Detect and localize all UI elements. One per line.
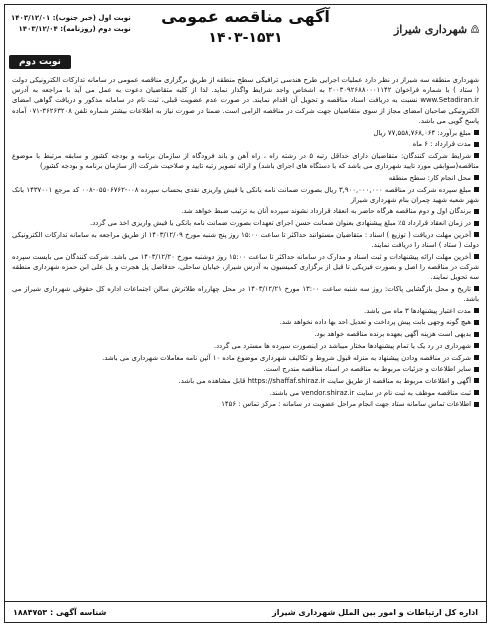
bullet-icon <box>474 175 479 180</box>
logo-wordmark: شهرداری شیراز <box>394 22 468 36</box>
bullet-icon <box>474 153 479 158</box>
bullet-icon <box>474 343 479 348</box>
round-badge: نوبت دوم <box>9 55 71 69</box>
bullet-icon <box>474 332 479 337</box>
bullet-icon <box>474 254 479 259</box>
list-item: مدت قرارداد : ۶ ماه <box>12 139 479 149</box>
list-item: آخرین مهلت دریافت ( توزیع ) اسناد : متقاضیان مستوانند حداکثر تا ساعت ۱۵:۰۰ روز پنج شنبه مورخ ۱۴۰۳/۱۲/۰۹ از طریق مراجعه به سامانه تدارکات الکترونیکی دولت ( ستاد ) اسناد را دریافت نمایند. <box>12 230 479 250</box>
bullet-icon <box>474 378 479 383</box>
list-item: هیچ گونه وجهی بابت پیش پرداخت و تعدیل احد بها داده نخواهد شد. <box>12 317 479 327</box>
list-item: آگهی و اطلاعات مربوط به مناقصه از طریق سایت https://shaffaf.shiraz.ir قابل مشاهده می باشد. <box>12 376 479 386</box>
bullet-icon <box>474 320 479 325</box>
publication-dates <box>11 13 131 35</box>
notice-footer <box>5 601 486 622</box>
list-item: تاریخ و محل بازگشایی پاکات: روز سه شنبه ساعت ۱۳:۰۰ مورخ ۱۴۰۳/۱۲/۲۱ در محل چهارراه طلاترش سالن اجتماعات اداره کل حقوقی شهرداری شیراز می باشد. <box>12 284 479 304</box>
bullet-icon <box>474 232 479 237</box>
bullet-icon <box>474 367 479 372</box>
bullet-icon <box>474 221 479 226</box>
list-item: بدیهی است هزینه آگهی بعهده برنده مناقصه خواهد بود. <box>12 329 479 339</box>
ad-id: شناسه آگهی : ۱۸۸۴۷۵۳ <box>13 607 107 617</box>
list-item: مبلغ سپرده شرکت در مناقصه ۳,۹۰۰,۰۰۰,۰۰۰ ریال بصورت ضمانت نامه بانکی یا فیش واریزی نقدی بحساب سپرده ۰۰۸-۰۵۵۰۶۷۶۲-۰۰۸ کد مرجع ۱۴۳۷۰۰۱ بانک شهر شعبه شهید چمران بنام شهرداری شیراز <box>12 185 479 204</box>
page-title: آگهی مناقصه عمومی <box>161 7 330 26</box>
list-item: محل انجام کار: سطح منطقه <box>12 173 479 183</box>
bullet-icon <box>474 355 479 360</box>
list-item: اطلاعات تماس سامانه ستاد جهت انجام مراحل عضویت در سامانه : مرکز تماس : ۱۴۵۶ <box>12 399 479 409</box>
bullet-icon <box>474 187 479 192</box>
list-item: ثبت مناقصه موظف به ثبت نام در سایت vendor.shiraz.ir می باشند. <box>12 388 479 398</box>
tender-notice <box>4 4 487 623</box>
list-item: سایر اطلاعات و جزئیات مربوط به مناقصه در اسناد مناقصه مندرج است. <box>12 364 479 374</box>
bullet-icon <box>474 390 479 395</box>
notice-number: ۱۴۰۳-۱۵۳۱ <box>208 30 283 46</box>
list-item: شرکت در مناقصه ودادن پیشنهاد به منزله قبول شروط و تکالیف شهرداری موضوع ماده ۱۰ آئین نامه معاملات شهرداری می باشد. <box>12 353 479 363</box>
list-item: آخرین مهلت ارائه پیشنهادات و ثبت اسناد و مدارک در سامانه حداکثر تا ساعت ۱۵:۰۰ روز دوشنبه مورخ ۱۴۰۳/۱۲/۲۰ می باشد. شرکت کنندگان می بایست سپرده شرکت در مناقصه را اصل و بصورت فیزیکی تا قبل از برگزاری کمیسیون به آدرس شیراز، خیابان ساحلی، حدفاصل پل هجرت و پل علی ابن حمزه شهرداری منطقه سه تحویل نمایند. <box>12 252 479 282</box>
notice-body <box>5 69 486 410</box>
list-item: مدت اعتبار پیشنهادها ۳ ماه می باشد. <box>12 306 479 316</box>
bullet-icon <box>474 142 479 147</box>
list-item: شرایط شرکت کنندگان: متقاضیان دارای حداقل رتبه ۵ در رشته راه ، راه آهن و باند فرودگاه از سازمان برنامه و بودجه کشور و سابقه مرتبط با موضوع مناقصه(سوابقی مورد تایید شهرداری می باشد که با دستگاه های اجرای باشد) و ارائه تصویر رتبه تایید و صلاحیت شرکت (از سازمان برنامه و بودجه کشور) <box>12 151 479 171</box>
bullet-icon <box>474 286 479 291</box>
pub-second: نوبت دوم (روزنامه): ۱۴۰۳/۱۲/۰۴ <box>18 25 131 33</box>
intro-paragraph: شهرداری منطقه سه شیراز در نظر دارد عملیات اجرایی طرح هندسی ترافیکی سطح منطقه از طریق برگزاری مناقصه عمومی در سامانه تدارکات الکترونیکی دولت ( ستاد ) با شماره فراخوان ۲۰۰۳۰۹۲۶۸۸۰۰۰۱۱۴۲ به اشخاص واجد شرایط واگذار نماید. لذا از کلیه متقاضیان دعوت به عمل می آید با مراجعه به آدرس www.Setadiran.ir نسبت به دریافت اسناد مناقصه و تحویل آن اقدام نمایند. در صورت عدم عضویت قبلی، ثبت نام در سامانه مذکور و دریافت گواهی امضای الکترونیکی صاحبان امضای مجاز از سوی متقاضیان جهت شرکت در مناقصه الزامی است. ضمنا در صورت نیاز به اطلاعات بیشتر شماره تلفن ۳۶۲۶۳۲۰۸-۰۷۱ آماده پاسخ گویی می باشد. <box>12 76 480 125</box>
list-item: مبلغ برآورد: ۷۷,۵۵۸,۷۶۸,۰۶۴ ریال <box>12 128 479 138</box>
bullet-icon <box>474 209 479 214</box>
list-item: در زمان انعقاد قرارداد ۵٪ مبلغ پیشنهادی بعنوان ضمانت حسن اجرای تعهدات بصورت ضمانت نامه بانکی یا فیش واریزی اخذ می گردد. <box>12 218 479 228</box>
bullet-icon <box>474 402 479 407</box>
list-item: برندگان اول و دوم مناقصه هرگاه حاضر به انعقاد قرارداد نشوند سپرده آنان به ترتیب ضبط خواهد شد. <box>12 206 479 216</box>
list-item: شهرداری در رد یک یا تمام پیشنهادها مختار میباشد در اینصورت سپرده ها مسترد می گردد. <box>12 341 479 351</box>
bullet-icon <box>474 130 479 135</box>
issuer-text: اداره کل ارتباطات و امور بین الملل شهرداری شیراز <box>272 607 478 617</box>
pub-first: نوبت اول (خبر جنوب): ۱۴۰۳/۱۲/۰۱ <box>11 14 131 22</box>
bullet-icon <box>474 308 479 313</box>
notice-header <box>5 5 486 69</box>
